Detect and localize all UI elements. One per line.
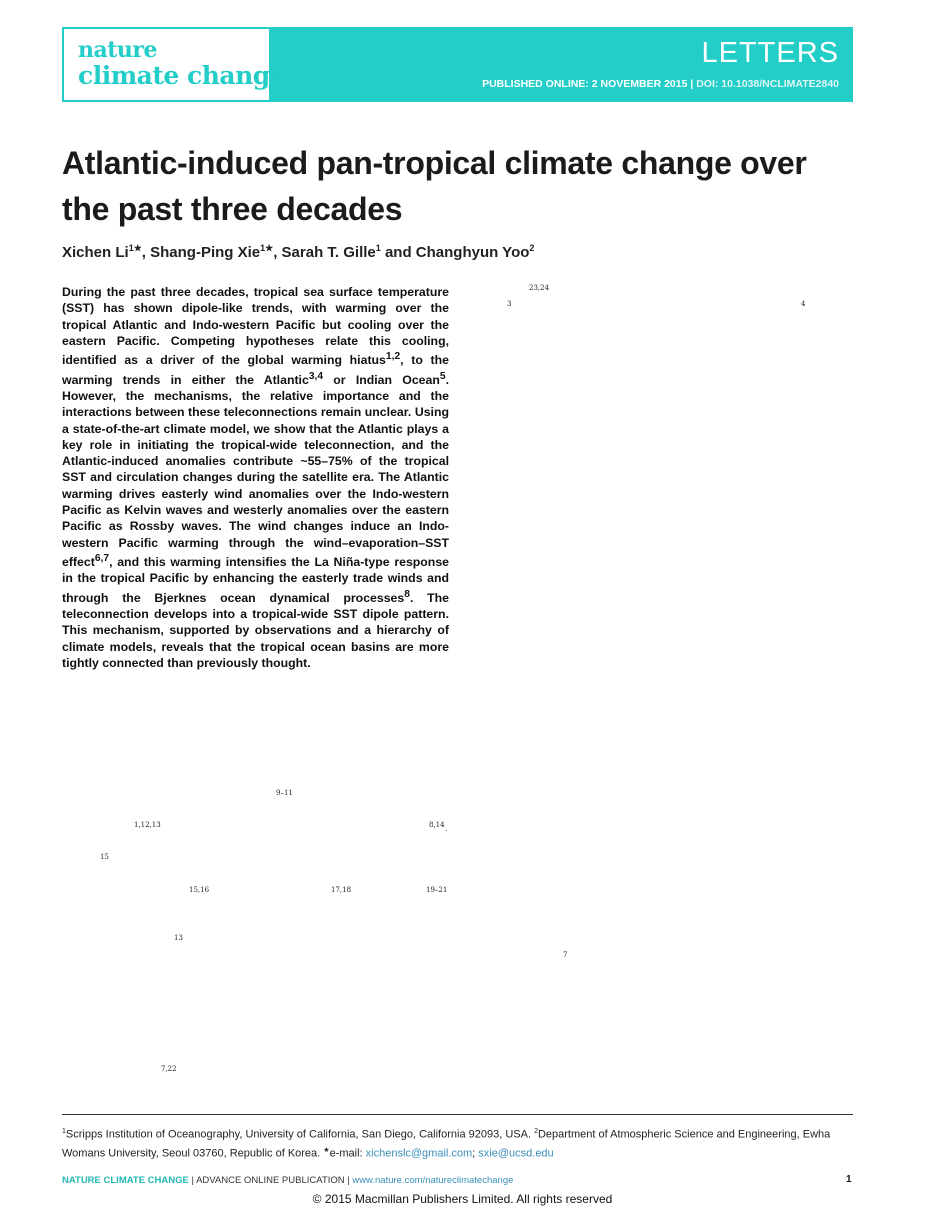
author-separator: ,	[141, 244, 151, 261]
author-name: Changhyun Yoo	[415, 244, 530, 261]
citation-ref[interactable]: 1,2	[385, 351, 401, 363]
doi-link[interactable]: DOI: 10.1038/NCLIMATE2840	[696, 78, 839, 90]
section-label: LETTERS	[701, 37, 839, 69]
citation-fragment: 15	[100, 853, 109, 861]
author-name: Sarah T. Gille	[281, 244, 376, 261]
article-title: Atlantic-induced pan-tropical climate change over the past three decades	[62, 145, 807, 227]
abstract-text: , to the warming trends in either the Atlantic	[62, 353, 449, 387]
citation-fragment: 1,12,13	[134, 821, 161, 829]
citation-fragment: 13	[174, 934, 183, 942]
author-affiliation: 2	[529, 243, 535, 253]
citation-fragment: 17,18	[331, 886, 352, 894]
citation-ref[interactable]: 6,7	[94, 552, 110, 564]
copyright-notice: © 2015 Macmillan Publishers Limited. All rights reserved	[312, 1192, 613, 1206]
page-footer	[62, 1175, 513, 1186]
author-affiliation: 1★	[128, 243, 142, 253]
citation-fragment: 23,24	[529, 284, 550, 292]
affiliation-text: Department of Atmospheric Science and Engineering, Ewha Womans University, Seoul 03760, Republic of Korea.	[62, 1128, 831, 1160]
footnote-divider	[62, 1114, 853, 1115]
author-separator: ,	[273, 244, 282, 261]
logo-line-2: climate change	[78, 61, 286, 90]
email-separator: ;	[472, 1147, 479, 1160]
corresponding-star-icon: ★	[323, 1147, 330, 1155]
journal-logo[interactable]	[64, 29, 286, 100]
citation-fragment: 7,22	[161, 1065, 177, 1073]
affiliation-text: Scripps Institution of Oceanography, University of California, San Diego, California 92093, USA.	[65, 1128, 535, 1141]
citation-fragment: 4	[801, 300, 806, 308]
page-number: 1	[846, 1174, 852, 1185]
footer-issue: | ADVANCE ONLINE PUBLICATION |	[188, 1175, 353, 1186]
abstract-text: During the past three decades, tropical sea surface temperature (SST) has shown dipole-like trends, with warming over the tropical Atlantic and Indo-western Pacific but cooling over the eastern Pacific. Competing hypotheses relate this cooling, identified as a driver of the global warming hiatus	[62, 285, 449, 368]
citation-ref[interactable]: 8	[404, 588, 410, 600]
email-link[interactable]: sxie@ucsd.edu	[478, 1147, 554, 1160]
author-list	[62, 243, 534, 261]
citation-fragment: 19–21	[426, 886, 448, 894]
citation-ref[interactable]: 5	[439, 370, 446, 382]
footer-journal-name: NATURE CLIMATE CHANGE	[62, 1175, 189, 1186]
abstract-text: . However, the mechanisms, the relative importance and the interactions between these teleconnections remain unclear. Using a state-of-the-art climate model, we show that the Atlantic plays a key role in initiating the tropical-wide teleconnection, and the Atlantic-induced anomalies contribute ~55–75% of the tropical SST and circulation changes during the satellite era. The Atlantic warming drives easterly wind anomalies over the Indo-western Pacific as Kelvin waves and westerly anomalies over the eastern Pacific as Rossby waves. The wind changes induce an Indo-western Pacific warming through the wind–evaporation–SST effect	[62, 372, 449, 570]
citation-fragment: .	[445, 825, 448, 833]
published-date: PUBLISHED ONLINE: 2 NOVEMBER 2015 |	[482, 78, 697, 90]
abstract-text: , and this warming intensifies the La Niña-type response in the tropical Pacific by enhancing the easterly trade winds and through the Bjerknes ocean dynamical processes	[62, 555, 449, 605]
affiliations-footnote	[62, 1124, 862, 1162]
author-separator: and	[380, 244, 416, 261]
affiliation-number: 2	[534, 1128, 538, 1135]
affiliation-number: 1	[62, 1128, 66, 1135]
citation-fragment: 8,14	[429, 821, 445, 829]
footer-url-link[interactable]: www.nature.com/natureclimatechange	[352, 1175, 514, 1186]
logo-line-1: nature	[78, 37, 157, 63]
citation-fragment: 15,16	[189, 886, 210, 894]
email-link[interactable]: xichenslc@gmail.com	[365, 1147, 473, 1160]
email-label: e-mail:	[329, 1147, 366, 1160]
abstract	[62, 284, 449, 671]
citation-fragment: 3	[507, 300, 512, 308]
abstract-text: or Indian Ocean	[323, 372, 440, 387]
author-name: Shang-Ping Xie	[150, 244, 261, 261]
citation-fragment: 9–11	[276, 789, 293, 797]
citation-ref[interactable]: 3,4	[308, 370, 324, 382]
citation-fragment: 7	[563, 951, 568, 959]
author-name: Xichen Li	[62, 244, 129, 261]
author-affiliation: 1	[375, 243, 381, 253]
publication-info	[482, 78, 839, 90]
abstract-text: . The teleconnection develops into a tropical-wide SST dipole pattern. This mechanism, supported by observations and a hierarchy of climate models, reveals that the tropical ocean basins are more tightly connected than previously thought.	[62, 590, 449, 670]
author-affiliation: 1★	[260, 243, 274, 253]
